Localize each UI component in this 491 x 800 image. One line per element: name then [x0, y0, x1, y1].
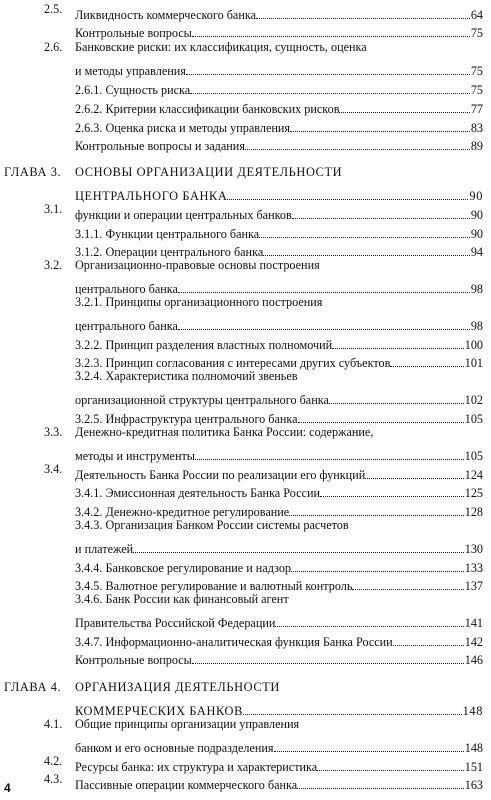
toc-entry-title: банком и его основные подразделения [75, 741, 274, 755]
toc-entry [0, 113, 483, 135]
toc-entry [0, 18, 483, 40]
toc-entry [0, 404, 483, 426]
toc-entry [0, 752, 483, 774]
dot-leader [263, 237, 470, 256]
toc-entry-title: КОММЕРЧЕСКИХ БАНКОВ [75, 704, 243, 718]
toc-entry-title: функции и операции центральных банков [75, 208, 292, 222]
toc-entry-title: 3.4.7. Информационно-аналитическая функция Банка России [75, 635, 393, 649]
toc-entry-page: 98 [470, 282, 483, 296]
toc-entry-title: 3.4.1. Эмиссионная деятельность Банка России [75, 486, 320, 500]
dot-leader [256, 0, 470, 19]
toc-entry-title: и платежей [75, 542, 134, 556]
toc-entry-page: 141 [464, 616, 483, 630]
dot-leader [190, 75, 470, 94]
toc-entry [0, 733, 483, 755]
toc-entry-number: ГЛАВА 4. [4, 680, 62, 694]
dot-leader [243, 696, 462, 715]
toc-entry [0, 608, 483, 630]
toc-entry [0, 293, 483, 311]
toc-entry-page: 90 [469, 189, 483, 203]
dot-leader [332, 330, 464, 349]
dot-leader [274, 733, 464, 752]
toc-entry-page: 90 [470, 227, 483, 241]
toc-entry [0, 534, 483, 556]
toc-entry-title: Контрольные вопросы и задания [75, 139, 245, 153]
toc-entry-number: 3.1. [44, 202, 63, 216]
toc-entry-title: 2.6.3. Оценка риска и методы управления [75, 121, 291, 135]
dot-leader [275, 608, 463, 627]
dot-leader [339, 94, 469, 113]
toc-entry [0, 94, 483, 116]
dot-leader [192, 18, 470, 37]
toc-entry-page: 89 [470, 139, 483, 153]
toc-entry [0, 770, 483, 792]
dot-leader [317, 752, 464, 771]
toc-entry [0, 348, 483, 370]
toc-entry [0, 131, 483, 153]
toc-entry-title: 3.1.1. Функции центрального банка [75, 227, 260, 241]
toc-entry-page: 83 [470, 121, 483, 135]
toc-entry-number: 2.6. [44, 40, 63, 54]
toc-entry-page: 124 [464, 468, 483, 482]
toc-entry-page: 142 [464, 635, 483, 649]
toc-entry [0, 56, 483, 78]
chapter-heading [0, 181, 483, 203]
toc-entry [0, 385, 483, 407]
dot-leader [393, 627, 464, 646]
toc-entry [0, 516, 483, 534]
dot-leader [320, 478, 464, 497]
toc-entry [0, 423, 483, 441]
toc-entry-page: 75 [470, 83, 483, 97]
chapter-heading [0, 678, 483, 696]
toc-entry-number: 3.3. [44, 425, 63, 439]
toc-entry-page: 137 [464, 579, 483, 593]
toc-entry-title: Денежно-кредитная политика Банка России: содержание, [75, 425, 374, 439]
toc-entry [0, 274, 483, 296]
toc-entry-number: 4.2. [44, 754, 63, 768]
dot-leader [186, 56, 470, 75]
toc-entry [0, 553, 483, 575]
toc-entry [0, 460, 483, 482]
toc-entry-page: 90 [470, 208, 483, 222]
toc-entry-page: 77 [470, 102, 483, 116]
dot-leader [290, 113, 470, 132]
toc-entry-title: Контрольные вопросы [75, 653, 192, 667]
toc-entry-number: 3.4. [44, 462, 63, 476]
dot-leader [291, 553, 464, 572]
toc-entry [0, 478, 483, 500]
toc-entry [0, 256, 483, 274]
toc-entry-title: Деятельность Банка России по реализации его функций [75, 468, 366, 482]
toc-entry-page: 130 [464, 542, 483, 556]
toc-entry-title: ОСНОВЫ ОРГАНИЗАЦИИ ДЕЯТЕЛЬНОСТИ [75, 165, 343, 179]
toc-entry-title: ЦЕНТРАЛЬНОГО БАНКА [75, 189, 228, 203]
toc-entry-title: 3.4.5. Валютное регулирование и валютный контроль [75, 579, 353, 593]
chapter-heading [0, 163, 483, 181]
dot-leader [227, 181, 468, 200]
toc-entry-page: 105 [464, 412, 483, 426]
toc-entry [0, 75, 483, 97]
toc-entry-title: Пассивные операции коммерческого банка [75, 778, 298, 792]
toc-entry-title: 2.6.1. Сущность риска [75, 83, 191, 97]
dot-leader [245, 131, 470, 150]
toc-entry-page: 163 [464, 778, 483, 792]
toc-entry [0, 441, 483, 463]
toc-entry-number: 4.3. [44, 772, 63, 786]
toc-entry-title: Банковские риски: их классификация, сущность, оценка [75, 40, 367, 54]
dot-leader [298, 404, 464, 423]
toc-entry [0, 38, 483, 56]
dot-leader [297, 770, 464, 789]
dot-leader [195, 441, 464, 460]
toc-entry-page: 102 [464, 393, 483, 407]
toc-entry-page: 128 [464, 505, 483, 519]
toc-entry [0, 200, 483, 222]
toc-entry-page: 94 [470, 245, 483, 259]
toc-entry-number: ГЛАВА 3. [4, 165, 62, 179]
toc-entry [0, 311, 483, 333]
toc-entry-title: Ликвидность коммерческого банка [75, 8, 256, 22]
toc-entry-title: 3.2.1. Принципы организационного построения [75, 295, 323, 309]
toc-entry-title: 3.2.5. Инфраструктура центрального банка [75, 412, 298, 426]
toc-entry-page: 133 [464, 561, 483, 575]
toc-entry [0, 715, 483, 733]
toc-entry-title: 2.6.2. Критерии классификации банковских рисков [75, 102, 340, 116]
toc-entry [0, 645, 483, 667]
toc-entry-title: 3.2.2. Принцип разделения властных полномочий [75, 338, 333, 352]
toc-entry-page: 105 [464, 449, 483, 463]
dot-leader [365, 460, 463, 479]
toc-entry [0, 367, 483, 385]
toc-entry [0, 497, 483, 519]
dot-leader [259, 219, 470, 238]
toc-entry-title: 3.1.2. Операции центрального банка [75, 245, 264, 259]
toc-entry [0, 590, 483, 608]
toc-entry-page: 151 [464, 760, 483, 774]
toc-entry-page: 64 [470, 8, 483, 22]
toc-entry-title: методы и инструменты [75, 449, 195, 463]
toc-entry-title: 3.4.2. Денежно-кредитное регулирование [75, 505, 290, 519]
toc-entry-title: 3.2.4. Характеристика полномочий звеньев [75, 369, 298, 383]
dot-leader [329, 385, 464, 404]
toc-entry-title: Общие принципы организации управления [75, 717, 300, 731]
toc-entry-title: Контрольные вопросы [75, 26, 192, 40]
toc-entry-number: 4.1. [44, 717, 63, 731]
chapter-heading [0, 696, 483, 718]
dot-leader [289, 497, 464, 516]
toc-entry-page: 75 [470, 26, 483, 40]
toc-entry-title: 3.4.6. Банк России как финансовый агент [75, 592, 289, 606]
dot-leader [292, 200, 470, 219]
toc-entry-page: 75 [470, 64, 483, 78]
dot-leader [352, 571, 463, 590]
toc-entry-title: центрального банка [75, 319, 178, 333]
toc-entry-title: центрального банка [75, 282, 178, 296]
dot-leader [133, 534, 464, 553]
toc-entry [0, 0, 483, 22]
toc-entry-page: 100 [464, 338, 483, 352]
toc-entry [0, 627, 483, 649]
toc-entry-title: 3.4.3. Организация Банком России системы расчетов [75, 518, 349, 532]
toc-entry-title: Правительства Российской Федерации [75, 616, 276, 630]
dot-leader [390, 348, 463, 367]
dot-leader [178, 311, 470, 330]
toc-entry-page: 148 [462, 704, 483, 718]
toc-entry [0, 571, 483, 593]
toc-entry-page: 125 [464, 486, 483, 500]
toc-entry-title: и методы управления [75, 64, 186, 78]
toc-entry-title: 3.2.3. Принцип согласования с интересами других субъектов [75, 356, 391, 370]
toc-entry-page: 146 [464, 653, 483, 667]
toc-entry [0, 237, 483, 259]
toc-entry-title: организационной структуры центрального банка [75, 393, 329, 407]
toc-entry [0, 330, 483, 352]
toc-entry-number: 2.5. [44, 2, 63, 16]
toc-entry-title: 3.4.4. Банковское регулирование и надзор [75, 561, 292, 575]
page-number: 4 [4, 781, 11, 795]
toc-entry-page: 98 [470, 319, 483, 333]
toc-entry-title: Организационно-правовые основы построения [75, 258, 320, 272]
dot-leader [178, 274, 470, 293]
dot-leader [192, 645, 464, 664]
toc-entry-title: ОРГАНИЗАЦИЯ ДЕЯТЕЛЬНОСТИ [75, 680, 280, 694]
toc-entry-title: Ресурсы банка: их структура и характеристика [75, 760, 318, 774]
toc-entry-page: 101 [464, 356, 483, 370]
toc-entry [0, 219, 483, 241]
toc-entry-number: 3.2. [44, 258, 63, 272]
toc-entry-page: 148 [464, 741, 483, 755]
